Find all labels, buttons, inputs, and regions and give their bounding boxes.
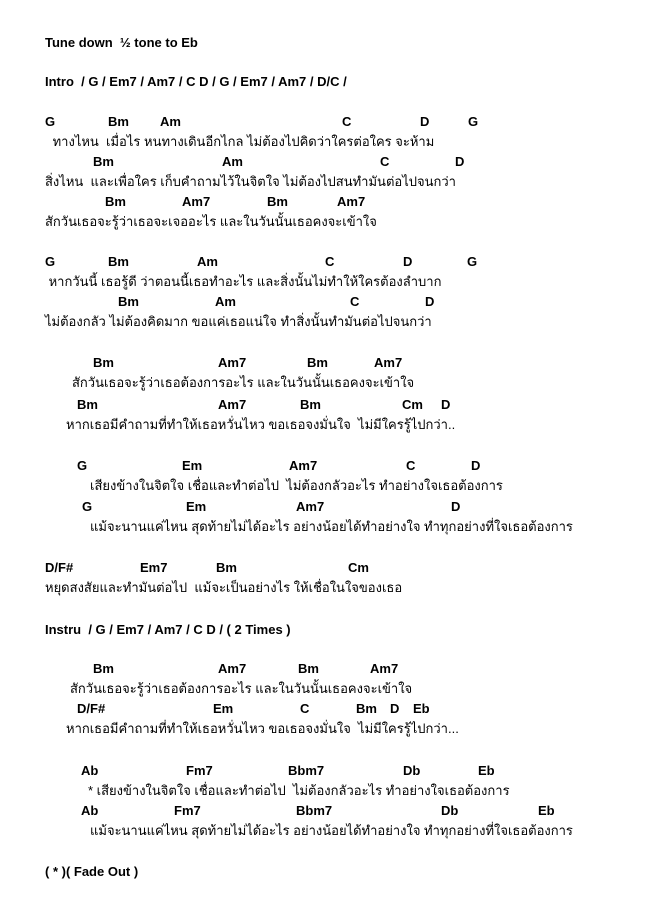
chord: D bbox=[390, 701, 400, 716]
chord: Em7 bbox=[140, 560, 168, 575]
chord: G bbox=[468, 114, 479, 129]
chord: Em bbox=[182, 458, 203, 473]
chord: Fm7 bbox=[186, 763, 213, 778]
chord: Em bbox=[186, 499, 207, 514]
chord: Am bbox=[215, 294, 236, 309]
chord: Bm bbox=[93, 661, 114, 676]
instrumental-line: Instru / G / Em7 / Am7 / C D / ( 2 Times ) bbox=[45, 622, 291, 637]
chord: D bbox=[455, 154, 465, 169]
chord: C bbox=[342, 114, 352, 129]
lyric-line: สักวันเธอจะรู้ว่าเธอต้องการอะไร และในวันนั้นเธอคงจะเข้าใจ bbox=[70, 681, 413, 696]
chord: D bbox=[451, 499, 461, 514]
lyric-line: ไม่ต้องกลัว ไม่ต้องคิดมาก ขอแค่เธอแน่ใจ ทำสิ่งนั้นทำมันต่อไปจนกว่า bbox=[45, 314, 432, 329]
chord: Bm bbox=[216, 560, 237, 575]
chord: C bbox=[380, 154, 390, 169]
chord: Db bbox=[441, 803, 459, 818]
chord: C bbox=[350, 294, 360, 309]
chord: C bbox=[300, 701, 310, 716]
chord: Eb bbox=[413, 701, 430, 716]
chord: Am7 bbox=[337, 194, 366, 209]
chord: G bbox=[45, 254, 56, 269]
chord: Am7 bbox=[218, 355, 247, 370]
tuning-note: Tune down ½ tone to Eb bbox=[45, 35, 198, 50]
chord: Ab bbox=[81, 803, 99, 818]
lyric-line: สิ่งไหน และเพื่อใคร เก็บคำถามไว้ในจิตใจ ไม่ต้องไปสนทำมันต่อไปจนกว่า bbox=[45, 174, 456, 189]
chord: G bbox=[467, 254, 478, 269]
chord: Fm7 bbox=[174, 803, 201, 818]
chord: Bm bbox=[118, 294, 139, 309]
lyric-line: เสียงข้างในจิตใจ เชื่อและทำต่อไป ไม่ต้องกลัวอะไร ทำอย่างใจเธอต้องการ bbox=[90, 478, 503, 493]
chord: Bm bbox=[77, 397, 98, 412]
chord: Bm bbox=[108, 254, 129, 269]
chord: G bbox=[77, 458, 88, 473]
lyric-line: สักวันเธอจะรู้ว่าเธอจะเจออะไร และในวันนั้นเธอคงจะเข้าใจ bbox=[45, 214, 377, 229]
lyric-line: * เสียงข้างในจิตใจ เชื่อและทำต่อไป ไม่ต้องกลัวอะไร ทำอย่างใจเธอต้องการ bbox=[88, 783, 510, 798]
lyric-line: แม้จะนานแค่ไหน สุดท้ายไม่ได้อะไร อย่างน้อยได้ทำอย่างใจ ทำทุกอย่างที่ใจเธอต้องการ bbox=[90, 519, 573, 534]
chord: Eb bbox=[478, 763, 495, 778]
chord: Am7 bbox=[218, 661, 247, 676]
chord: Bbm7 bbox=[288, 763, 325, 778]
intro-line: Intro / G / Em7 / Am7 / C D / G / Em7 / Am7 / D/C / bbox=[45, 74, 347, 89]
chord: Am7 bbox=[296, 499, 325, 514]
chord: C bbox=[325, 254, 335, 269]
chord: Cm bbox=[402, 397, 423, 412]
chord: Bbm7 bbox=[296, 803, 333, 818]
chord: Bm bbox=[300, 397, 321, 412]
chord: Eb bbox=[538, 803, 555, 818]
chord: Bm bbox=[93, 355, 114, 370]
chord: Bm bbox=[307, 355, 328, 370]
chord: Am bbox=[197, 254, 218, 269]
chord: Am7 bbox=[218, 397, 247, 412]
chord: Am bbox=[160, 114, 181, 129]
outro-line: ( * )( Fade Out ) bbox=[45, 864, 139, 879]
lyric-line: ทางไหน เมื่อไร หนทางเดินอีกไกล ไม่ต้องไปคิดว่าใครต่อใคร จะห้าม bbox=[49, 134, 435, 149]
chord: Bm bbox=[105, 194, 126, 209]
lyric-line: หากเธอมีคำถามที่ทำให้เธอหวั่นไหว ขอเธอจงมั่นใจ ไม่มีใครรู้ไปกว่า.. bbox=[66, 417, 456, 432]
chord: Db bbox=[403, 763, 421, 778]
chord: D/F# bbox=[77, 701, 106, 716]
chord: Bm bbox=[298, 661, 319, 676]
lyric-line: หยุดสงสัยและทำมันต่อไป แม้จะเป็นอย่างไร ให้เชื่อในใจของเธอ bbox=[45, 580, 403, 595]
lyric-line: หากเธอมีคำถามที่ทำให้เธอหวั่นไหว ขอเธอจงมั่นใจ ไม่มีใครรู้ไปกว่า... bbox=[66, 721, 459, 736]
chord: D bbox=[403, 254, 413, 269]
chord: Bm bbox=[93, 154, 114, 169]
chord: D bbox=[441, 397, 451, 412]
chord: D bbox=[471, 458, 481, 473]
chord: Bm bbox=[108, 114, 129, 129]
chord: Am7 bbox=[370, 661, 399, 676]
chord: D/F# bbox=[45, 560, 74, 575]
lyric-line: แม้จะนานแค่ไหน สุดท้ายไม่ได้อะไร อย่างน้อยได้ทำอย่างใจ ทำทุกอย่างที่ใจเธอต้องการ bbox=[90, 823, 573, 838]
chord: Ab bbox=[81, 763, 99, 778]
chord: Am7 bbox=[289, 458, 318, 473]
chord: D bbox=[425, 294, 435, 309]
chord: Am bbox=[222, 154, 243, 169]
chord: Bm bbox=[267, 194, 288, 209]
chord: C bbox=[406, 458, 416, 473]
chord: Am7 bbox=[182, 194, 211, 209]
chord: Am7 bbox=[374, 355, 403, 370]
lyric-line: สักวันเธอจะรู้ว่าเธอต้องการอะไร และในวันนั้นเธอคงจะเข้าใจ bbox=[72, 375, 415, 390]
chord: Bm bbox=[356, 701, 377, 716]
chord: G bbox=[45, 114, 56, 129]
lyric-line: หากวันนี้ เธอรู้ดี ว่าตอนนี้เธอทำอะไร และสิ่งนั้นไม่ทำให้ใครต้องลำบาก bbox=[45, 274, 442, 289]
chord: D bbox=[420, 114, 430, 129]
chord: Cm bbox=[348, 560, 369, 575]
chord: Em bbox=[213, 701, 234, 716]
chord: G bbox=[82, 499, 93, 514]
